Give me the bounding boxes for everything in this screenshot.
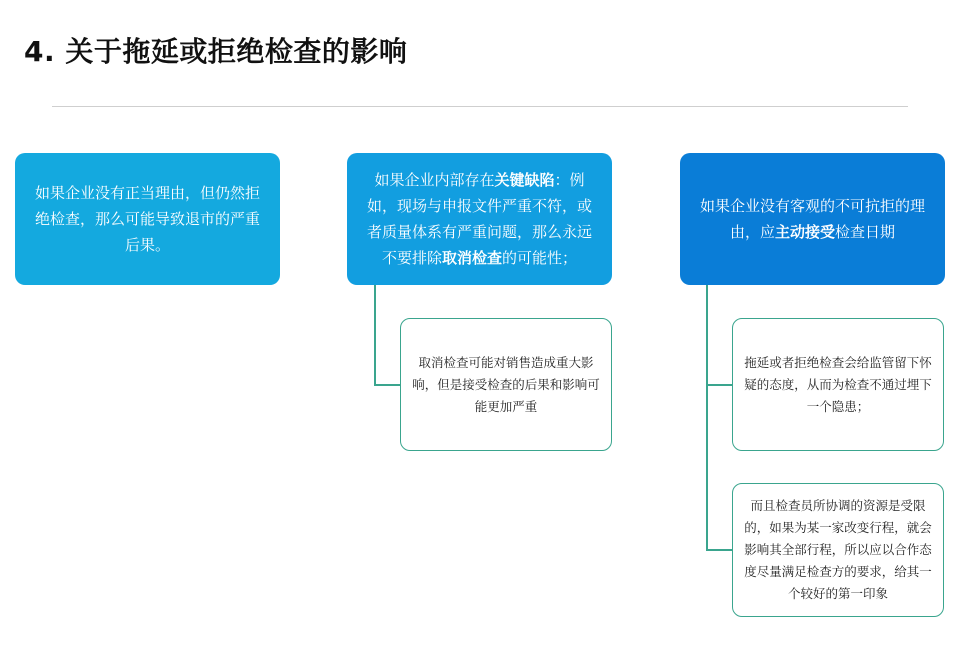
box-accept-inspection-text: 如果企业没有客观的不可抗拒的理由，应主动接受检查日期	[699, 197, 925, 241]
subbox-limited-resources	[732, 483, 944, 617]
box-accept-inspection	[680, 153, 945, 285]
cancel-inspection-emphasis: 取消检查	[441, 249, 502, 267]
subbox-cancel-impact-text: 取消检查可能对销售造成重大影响，但是接受检查的后果和影响可能更加严重	[412, 354, 600, 414]
connector-middle-horizontal	[374, 384, 400, 386]
connector-right-horizontal-1	[706, 384, 732, 386]
subbox-suspicion-text: 拖延或者拒绝检查会给监管留下怀疑的态度，从而为检查不通过埋下一个隐患；	[744, 354, 932, 414]
connector-right-horizontal-2	[706, 549, 732, 551]
connector-middle-vertical	[374, 285, 376, 385]
page-title: 4. 关于拖延或拒绝检查的影响	[24, 35, 408, 68]
accept-actively-emphasis: 主动接受	[774, 223, 835, 241]
connector-right-vertical	[706, 285, 708, 550]
subbox-cancel-impact	[400, 318, 612, 451]
box-no-justification-text: 如果企业没有正当理由，但仍然拒绝检查，那么可能导致退市的严重后果。	[34, 184, 260, 254]
subbox-limited-resources-text: 而且检查员所协调的资源是受限的，如果为某一家改变行程，就会影响其全部行程，所以应以合作态度尽量满足检查方的要求，给其一个较好的第一印象	[744, 498, 932, 601]
box-key-defects	[347, 153, 612, 285]
title-divider	[52, 106, 908, 107]
box-key-defects-text: 如果企业内部存在关键缺陷：例如，现场与申报文件严重不符，或者质量体系有严重问题，那么永远不要排除取消检查的可能性；	[366, 171, 592, 267]
subbox-suspicion	[732, 318, 944, 451]
key-defects-emphasis: 关键缺陷	[494, 171, 555, 189]
box-no-justification	[15, 153, 280, 285]
